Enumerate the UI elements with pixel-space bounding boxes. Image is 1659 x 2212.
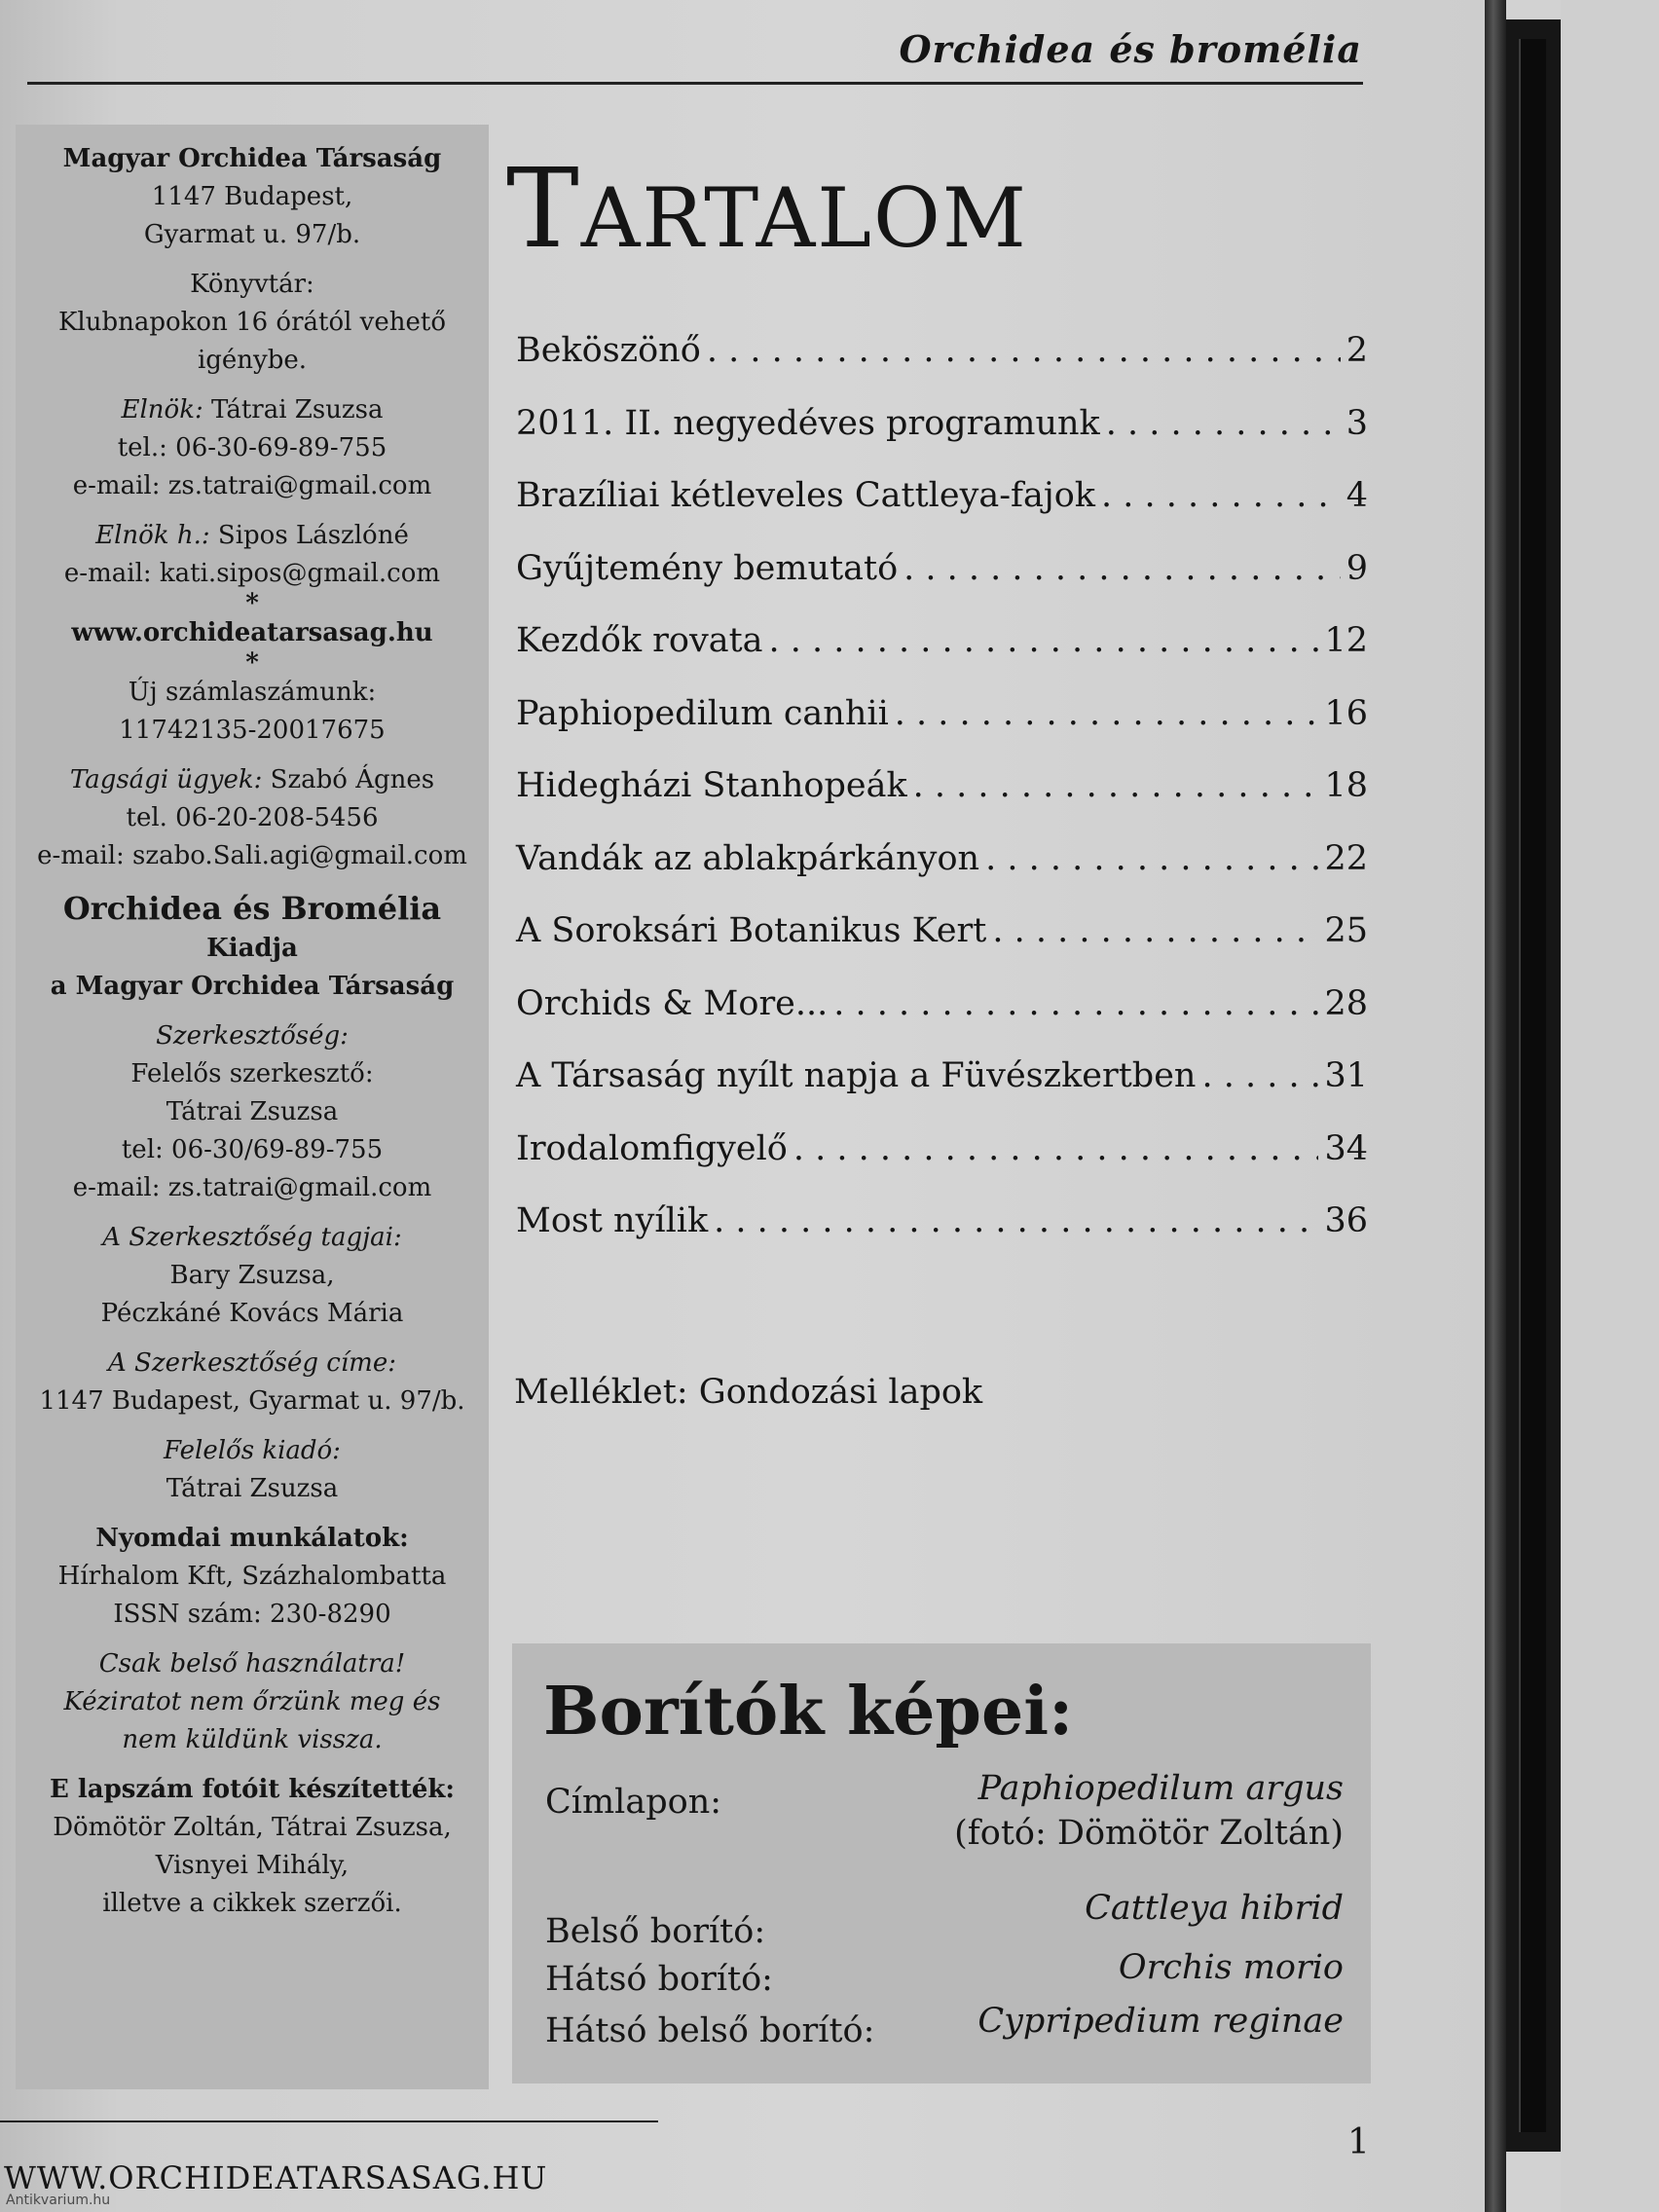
- cover-images-box: [512, 1643, 1371, 2083]
- toc-item: [516, 549, 1368, 622]
- header-rule: [27, 82, 1363, 85]
- toc-leader-dots: [793, 1129, 1319, 1168]
- front-cover-credit: (fotó: Dömötör Zoltán): [954, 1814, 1344, 1853]
- inner-cover-value: Cattleya hibrid: [1085, 1889, 1344, 1928]
- publisher-line1: Kiadja: [206, 934, 298, 963]
- editor-name: Tátrai Zsuzsa: [166, 1097, 339, 1126]
- photos-line3: illetve a cikkek szerzői.: [102, 1889, 402, 1918]
- footer-rule: [0, 2120, 658, 2122]
- toc-item-page: 9: [1346, 548, 1368, 588]
- vice-email: e-mail: kati.sipos@gmail.com: [63, 559, 441, 588]
- toc-leader-dots: [913, 766, 1319, 805]
- toc-item-page: 16: [1324, 693, 1368, 733]
- toc-item-page: 34: [1324, 1128, 1368, 1168]
- org-block: [16, 140, 489, 254]
- editorial-address: 1147 Budapest, Gyarmat u. 97/b.: [39, 1386, 465, 1416]
- president-line: [16, 391, 489, 429]
- running-header: Orchidea és bromélia: [899, 27, 1362, 71]
- org-address-line1: 1147 Budapest,: [151, 182, 353, 211]
- toc-leader-dots: [992, 911, 1318, 950]
- front-cover-value: Paphiopedilum argus: [977, 1769, 1344, 1808]
- toc-leader-dots: [769, 621, 1319, 660]
- toc-heading-rest: ARTALOM: [580, 170, 1028, 266]
- member-1: Bary Zsuzsa,: [169, 1261, 335, 1290]
- printing-label: Nyomdai munkálatok:: [95, 1524, 409, 1553]
- account-number: 11742135-20017675: [119, 716, 386, 745]
- toc-item: [516, 1201, 1368, 1274]
- president-phone: tel.: 06-30-69-89-755: [117, 433, 387, 462]
- toc-item: [516, 839, 1368, 912]
- president-name: Tátrai Zsuzsa: [211, 395, 384, 424]
- toc-item-title: Hidegházi Stanhopeák: [516, 766, 907, 805]
- note-line3: nem küldünk vissza.: [122, 1725, 383, 1754]
- note-line2: Kéziratot nem őrzünk meg és: [63, 1687, 441, 1716]
- toc-item: [516, 984, 1368, 1057]
- issn: ISSN szám: 230-8290: [113, 1600, 391, 1629]
- publisher-line2: a Magyar Orchidea Társaság: [50, 972, 455, 1001]
- back-inner-cover-value: Cypripedium reginae: [977, 2002, 1344, 2041]
- sidebar-website: www.orchideatarsasag.hu: [71, 618, 433, 647]
- page-number: 1: [1347, 2122, 1370, 2162]
- toc-item-page: 12: [1324, 621, 1368, 660]
- back-cover-value: Orchis morio: [1118, 1948, 1344, 1987]
- editorial-address-block: [16, 1345, 489, 1420]
- toc-leader-dots: [895, 694, 1319, 733]
- journal-block: [16, 887, 489, 1006]
- photos-block: [16, 1771, 489, 1923]
- toc-item-page: 3: [1346, 403, 1368, 443]
- impressum-sidebar: [16, 125, 489, 2089]
- members-block: [16, 1219, 489, 1333]
- editorial-address-label: A Szerkesztőség címe:: [108, 1348, 396, 1378]
- publisher-resp-label: Felelős kiadó:: [164, 1436, 341, 1465]
- book-spine-edge: [1485, 0, 1506, 2212]
- note-line1: Csak belső használatra!: [98, 1649, 406, 1678]
- toc-item: [516, 1056, 1368, 1129]
- org-name: Magyar Orchidea Társaság: [62, 144, 442, 173]
- toc-item-title: Kezdők rovata: [516, 621, 763, 660]
- toc-leader-dots: [833, 984, 1318, 1023]
- account-block: [16, 674, 489, 750]
- president-role: Elnök:: [121, 395, 203, 424]
- toc-leader-dots: [1201, 1056, 1318, 1095]
- printing-company: Hírhalom Kft, Százhalombatta: [57, 1562, 447, 1591]
- toc-item-page: 22: [1324, 838, 1368, 878]
- vice-role: Elnök h.:: [95, 521, 210, 550]
- toc-item-title: Beköszönő: [516, 331, 701, 370]
- toc-item: [516, 331, 1368, 404]
- toc-leader-dots: [903, 549, 1341, 588]
- toc-item: [516, 766, 1368, 839]
- toc-item: [516, 476, 1368, 549]
- photos-label: E lapszám fotóit készítették:: [50, 1775, 455, 1804]
- publisher-resp-name: Tátrai Zsuzsa: [166, 1474, 339, 1503]
- toc-item-page: 18: [1324, 766, 1368, 805]
- library-line2: igénybe.: [197, 346, 308, 375]
- membership-block: [16, 761, 489, 875]
- membership-phone: tel. 06-20-208-5456: [126, 803, 379, 832]
- toc-item-title: Most nyílik: [516, 1201, 709, 1240]
- toc-item: [516, 694, 1368, 767]
- president-email: e-mail: zs.tatrai@gmail.com: [72, 471, 432, 500]
- appendix-note: Melléklet: Gondozási lapok: [514, 1373, 983, 1412]
- toc-item-title: Gyűjtemény bemutató: [516, 548, 899, 588]
- toc-item: [516, 911, 1368, 984]
- toc-item-title: A Soroksári Botanikus Kert: [516, 911, 987, 950]
- editorial-label: Szerkesztőség:: [156, 1021, 349, 1051]
- inner-cover-label: Belső borító:: [545, 1912, 766, 1951]
- front-cover-label: Címlapon:: [545, 1783, 722, 1822]
- library-line1: Klubnapokon 16 órától vehető: [57, 308, 446, 337]
- separator-star: *: [245, 589, 259, 618]
- toc-item-title: A Társaság nyílt napja a Füvészkertben: [516, 1056, 1197, 1095]
- library-block: [16, 266, 489, 380]
- publisher-resp-block: [16, 1432, 489, 1508]
- toc-leader-dots: [1101, 476, 1341, 515]
- toc-item-page: 25: [1324, 911, 1368, 950]
- toc-leader-dots: [985, 839, 1318, 878]
- editorial-block: [16, 1017, 489, 1207]
- toc-leader-dots: [707, 331, 1341, 370]
- separator-star: *: [245, 648, 259, 678]
- book-cover-inner-edge: [1519, 39, 1546, 2132]
- watermark: Antikvarium.hu: [6, 2193, 111, 2208]
- toc-item-title: Vandák az ablakpárkányon: [516, 838, 980, 878]
- toc-item-title: Irodalomfigyelő: [516, 1128, 788, 1168]
- org-address-line2: Gyarmat u. 97/b.: [143, 220, 361, 249]
- toc-item: [516, 404, 1368, 477]
- toc-list: [516, 331, 1368, 1274]
- toc-leader-dots: [714, 1201, 1318, 1240]
- printing-block: [16, 1520, 489, 1634]
- photos-line1: Dömötör Zoltán, Tátrai Zsuzsa,: [53, 1813, 452, 1842]
- president-block: [16, 391, 489, 505]
- toc-heading-initial: T: [506, 146, 581, 273]
- back-inner-cover-label: Hátsó belső borító:: [545, 2011, 875, 2050]
- toc-item-title: Orchids & More...: [516, 983, 829, 1023]
- toc-item-page: 36: [1324, 1201, 1368, 1240]
- editor-role: Felelős szerkesztő:: [130, 1059, 374, 1088]
- back-cover-label: Hátsó borító:: [545, 1960, 773, 1999]
- members-label: A Szerkesztőség tagjai:: [102, 1223, 402, 1252]
- background-surface: [1561, 0, 1659, 2212]
- toc-item: [516, 1129, 1368, 1202]
- library-label: Könyvtár:: [190, 270, 314, 299]
- notice-block: [16, 1645, 489, 1759]
- toc-item-page: 28: [1324, 983, 1368, 1023]
- toc-heading: [506, 146, 1028, 273]
- editor-phone: tel: 06-30/69-89-755: [121, 1135, 384, 1164]
- vice-president-block: [16, 517, 489, 593]
- toc-item-page: 31: [1324, 1056, 1368, 1095]
- vice-line: [16, 517, 489, 555]
- toc-leader-dots: [1106, 404, 1341, 443]
- toc-item-title: 2011. II. negyedéves programunk: [516, 403, 1100, 443]
- membership-line: [16, 761, 489, 799]
- membership-role: Tagsági ügyek:: [69, 765, 263, 794]
- journal-title: Orchidea és Bromélia: [62, 890, 442, 927]
- member-2: Péczkáné Kovács Mária: [100, 1299, 404, 1328]
- toc-item-page: 2: [1346, 331, 1368, 370]
- cover-images-title: Borítók képei:: [543, 1673, 1074, 1751]
- membership-name: Szabó Ágnes: [270, 765, 435, 794]
- membership-email: e-mail: szabo.Sali.agi@gmail.com: [37, 841, 467, 870]
- toc-item-title: Paphiopedilum canhii: [516, 693, 889, 733]
- toc-item-title: Brazíliai kétleveles Cattleya-fajok: [516, 476, 1095, 515]
- account-label: Új számlaszámunk:: [128, 678, 377, 707]
- vice-name: Sipos Lászlóné: [217, 521, 409, 550]
- editor-email: e-mail: zs.tatrai@gmail.com: [72, 1173, 432, 1202]
- photos-line2: Visnyei Mihály,: [155, 1851, 350, 1880]
- toc-item: [516, 621, 1368, 694]
- footer-url: WWW.ORCHIDEATARSASAG.HU: [4, 2159, 548, 2196]
- toc-item-page: 4: [1346, 476, 1368, 515]
